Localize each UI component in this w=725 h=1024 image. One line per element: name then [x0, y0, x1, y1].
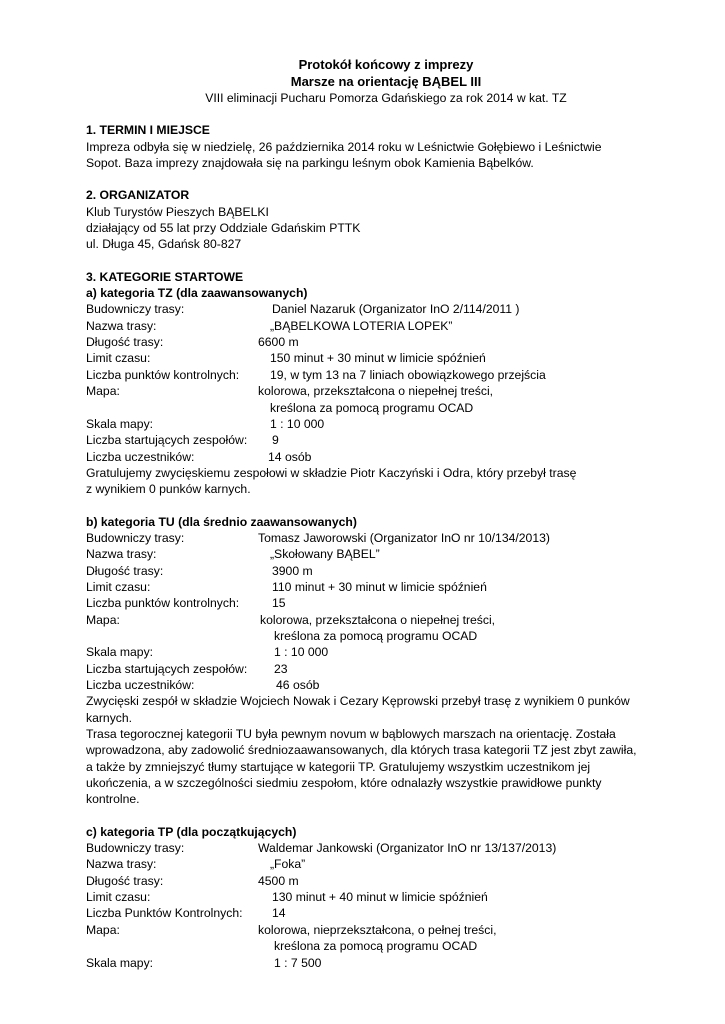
organizer-affiliation: działający od 55 lat przy Oddziale Gdańskim PTTK — [86, 221, 361, 236]
tu-winner-note-2: karnych. — [86, 710, 133, 725]
field-label: Długość trasy: — [86, 563, 164, 578]
category-tu-heading: b) kategoria TU (dla średnio zaawansowanych) — [86, 514, 357, 529]
field-label: Liczba uczestników: — [86, 449, 195, 464]
field-label: Budowniczy trasy: — [86, 841, 185, 856]
tz-length-row — [86, 334, 686, 350]
field-value: kreślona za pomocą programu OCAD — [270, 400, 474, 415]
tu-paragraph-line-4: ukończenia, a w szczególności siedmiu zespołom, które odnalazły wszystkie prawidłowe punkty — [86, 776, 602, 791]
tz-winner-note-1: Gratulujemy zwycięskiemu zespołowi w składzie Piotr Kaczyński i Odra, który przebył trasę — [86, 465, 577, 480]
field-value: 15 — [272, 596, 286, 611]
field-label: Budowniczy trasy: — [86, 530, 185, 545]
tz-participants-row — [86, 449, 686, 465]
field-value: kolorowa, przekształcona o niepełnej treści, — [260, 612, 496, 627]
tz-winner-note-2: z wynikiem 0 punków karnych. — [86, 482, 251, 497]
field-value: 1 : 10 000 — [270, 416, 325, 431]
field-value: Tomasz Jaworowski (Organizator InO nr 10/134/2013) — [258, 530, 550, 545]
section-3-heading: 3. KATEGORIE STARTOWE — [86, 269, 244, 284]
field-label: Nazwa trasy: — [86, 857, 157, 872]
field-value: kreślona za pomocą programu OCAD — [274, 939, 478, 954]
field-label: Mapa: — [86, 922, 120, 937]
tz-checkpoints-row — [86, 367, 686, 383]
field-value: 110 minut + 30 minut w limicie spóźnień — [272, 579, 487, 594]
tp-time-row — [86, 889, 686, 905]
tu-length-row — [86, 563, 686, 579]
field-label: Długość trasy: — [86, 335, 164, 350]
tp-length-row — [86, 873, 686, 889]
field-value: 6600 m — [258, 335, 299, 350]
field-label: Limit czasu: — [86, 890, 151, 905]
field-value: 46 osób — [276, 678, 320, 692]
section-1-line-2: Sopot. Baza imprezy znajdowała się na parkingu leśnym obok Kamienia Bąbelków. — [86, 156, 534, 171]
tu-winner-note-1: Zwycięski zespół w składzie Wojciech Nowak i Cezary Kęprowski przebył trasę z wynikiem 0 punków — [86, 694, 630, 709]
field-label: Skala mapy: — [86, 955, 154, 970]
field-value: 23 — [274, 661, 288, 676]
tp-name-row — [86, 856, 686, 872]
tp-map-row-2 — [86, 938, 686, 954]
tu-builder-row — [86, 530, 686, 546]
field-value: kolorowa, nieprzekształcona, o pełnej treści, — [258, 922, 497, 937]
tu-name-row — [86, 546, 686, 562]
tu-paragraph-line-2: wprowadzona, aby zadowolić średniozaawansowanych, dla których trasa kategorii TZ jest zbyt zawiła, — [86, 743, 637, 758]
tu-paragraph-line-3: a także by zmniejszyć tłumy startujące w kategorii TP. Gratulujemy wszystkim uczestnikom jej — [86, 759, 591, 774]
field-value: 1 : 7 500 — [274, 955, 322, 970]
field-value: 150 minut + 30 minut w limicie spóźnień — [270, 351, 486, 366]
document-page — [86, 56, 686, 971]
field-label: Liczba startujących zespołów: — [86, 433, 248, 448]
tz-builder-row — [86, 301, 686, 317]
field-value: 14 osób — [268, 449, 312, 464]
tz-scale-row — [86, 416, 686, 432]
field-value: Waldemar Jankowski (Organizator InO nr 13/137/2013) — [258, 841, 557, 856]
field-label: Liczba startujących zespołów: — [86, 661, 248, 676]
category-tz-heading: a) kategoria TZ (dla zaawansowanych) — [86, 286, 308, 301]
field-value: 3900 m — [272, 563, 313, 578]
field-label: Liczba Punktów Kontrolnych: — [86, 906, 243, 921]
tz-name-row — [86, 318, 686, 334]
tp-map-row — [86, 922, 686, 938]
tu-map-row-2 — [86, 628, 686, 644]
tu-paragraph-line-5: kontrolne. — [86, 792, 140, 807]
field-label: Skala mapy: — [86, 645, 154, 660]
field-label: Nazwa trasy: — [86, 547, 157, 562]
field-label: Nazwa trasy: — [86, 318, 157, 333]
tz-teams-row — [86, 432, 686, 448]
field-label: Liczba punktów kontrolnych: — [86, 596, 240, 611]
field-value: „BĄBELKOWA LOTERIA LOPEK” — [270, 318, 453, 333]
field-value: 19, w tym 13 na 7 liniach obowiązkowego przejścia — [270, 367, 546, 382]
document-title: Protokół końcowy z imprezy — [298, 57, 474, 72]
organizer-name: Klub Turystów Pieszych BĄBELKI — [86, 204, 269, 219]
tp-scale-row — [86, 955, 686, 971]
field-label: Budowniczy trasy: — [86, 302, 185, 317]
tz-time-row — [86, 350, 686, 366]
section-2-heading: 2. ORGANIZATOR — [86, 188, 190, 203]
tu-checkpoints-row — [86, 595, 686, 611]
field-value: 14 — [272, 906, 286, 921]
event-title: Marsze na orientację BĄBEL III — [290, 74, 482, 89]
field-label: Liczba uczestników: — [86, 678, 195, 692]
category-tp-heading: c) kategoria TP (dla początkujących) — [86, 824, 297, 839]
field-value: „Skołowany BĄBEL” — [270, 547, 380, 562]
field-value: 130 minut + 40 minut w limicie spóźnień — [272, 890, 488, 905]
field-value: 4500 m — [258, 873, 299, 888]
organizer-address: ul. Długa 45, Gdańsk 80-827 — [86, 237, 242, 252]
tp-checkpoints-row — [86, 905, 686, 921]
field-label: Limit czasu: — [86, 579, 151, 594]
field-value: 9 — [272, 433, 279, 448]
tp-builder-row — [86, 840, 686, 856]
tz-map-row-2 — [86, 400, 686, 416]
field-label: Mapa: — [86, 612, 120, 627]
field-value: kreślona za pomocą programu OCAD — [274, 628, 478, 643]
field-value: „Foka” — [270, 857, 306, 872]
tu-participants-row — [86, 677, 686, 693]
field-label: Skala mapy: — [86, 416, 154, 431]
tu-scale-row — [86, 644, 686, 660]
tu-paragraph-line-1: Trasa tegorocznej kategorii TU była pewnym novum w bąblowych marszach na orientację. Została — [86, 727, 616, 742]
tu-time-row — [86, 579, 686, 595]
field-value: Daniel Nazaruk (Organizator InO 2/114/2011 ) — [272, 302, 520, 317]
event-subtitle: VIII eliminacji Pucharu Pomorza Gdańskiego za rok 2014 w kat. TZ — [205, 91, 567, 105]
field-label: Limit czasu: — [86, 351, 151, 366]
field-value: 1 : 10 000 — [274, 645, 329, 660]
tu-teams-row — [86, 661, 686, 677]
section-1-heading: 1. TERMIN I MIEJSCE — [86, 123, 210, 138]
section-1-line-1: Impreza odbyła się w niedzielę, 26 października 2014 roku w Leśnictwie Gołębiewo i Leśnictwie — [86, 139, 602, 154]
field-label: Długość trasy: — [86, 873, 164, 888]
field-label: Mapa: — [86, 384, 120, 399]
tz-map-row — [86, 383, 686, 399]
field-value: kolorowa, przekształcona o niepełnej treści, — [258, 384, 494, 399]
tu-map-row — [86, 612, 686, 628]
field-label: Liczba punktów kontrolnych: — [86, 367, 240, 382]
